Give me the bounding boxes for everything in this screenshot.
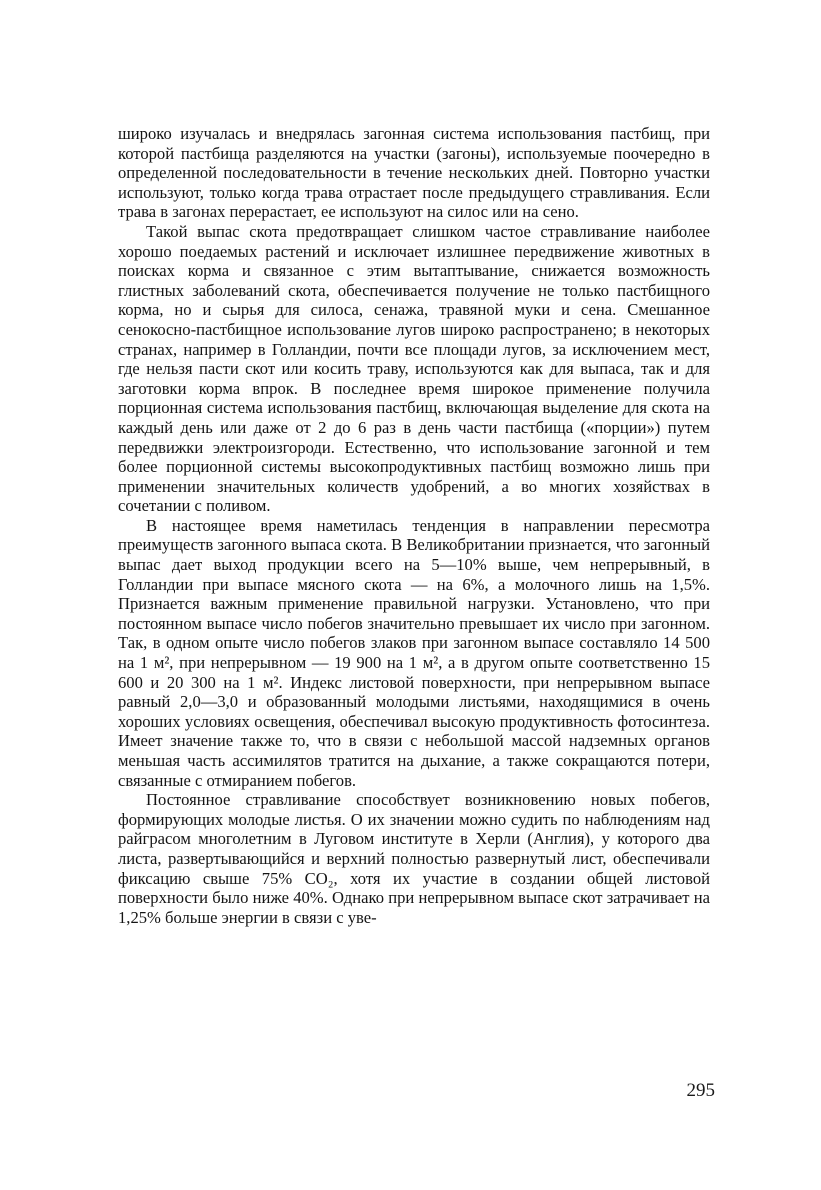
page-body [118,124,710,927]
paragraph-3: В настоящее время наметилась тенденция в направлении пересмотра преимуществ загонного выпаса скота. В Великобритании признается, что загонный выпас дает выход продукции всего на 5—10% выше, чем непрерывный, в Голландии при выпасе мясного скота — на 6%, а молочного лишь на 1,5%. Признается важным применение правильной нагрузки. Установлено, что при постоянном выпасе число побегов значительно превышает их число при загонном. Так, в одном опыте число побегов злаков при загонном выпасе составляло 14 500 на 1 м², при непрерывном — 19 900 на 1 м², а в другом опыте соответственно 15 600 и 20 300 на 1 м². Индекс листовой поверхности, при непрерывном выпасе равный 2,0—3,0 и образованный молодыми листьями, находящимися в очень хороших условиях освещения, обеспечивал высокую продуктивность фотосинтеза. Имеет значение также то, что в связи с небольшой массой надземных органов меньшая часть ассимилятов тратится на дыхание, а также сокращаются потери, связанные с отмиранием побегов. [118,515,710,790]
paragraph-1: широко изучалась и внедрялась загонная система использования пастбищ, при которой пастбища разделяются на участки (загоны), используемые поочередно в определенной последовательности в течение нескольких дней. Повторно участки используют, только когда трава отрастает после предыдущего стравливания. Если трава в загонах перерастает, ее используют на силос или на сено. [118,124,710,222]
paragraph-2: Такой выпас скота предотвращает слишком частое стравливание наиболее хорошо поедаемых растений и исключает излишнее передвижение животных в поисках корма и связанное с этим вытаптывание, снижается возможность глистных заболеваний скота, обеспечивается получение не только пастбищного корма, но и сырья для силоса, сенажа, травяной муки и сена. Смешанное сенокосно-пастбищное использование лугов широко распространено; в некоторых странах, например в Голландии, почти все площади лугов, за исключением мест, где нельзя пасти скот или косить траву, используются как для выпаса, так и для заготовки корма впрок. В последнее время широкое применение получила порционная система использования пастбищ, включающая выделение для скота на каждый день или даже от 2 до 6 раз в день части пастбища («порции») путем передвижки электроизгороди. Естественно, что использование загонной и тем более порционной системы высокопродуктивных пастбищ возможно лишь при применении значительных количеств удобрений, а во многих хозяйствах в сочетании с поливом. [118,221,710,516]
page-number: 295 [686,1080,715,1101]
paragraph-4: Постоянное стравливание способствует возникновению новых побегов, формирующих молодые листья. О их значении можно судить по наблюдениям над райграсом многолетним в Луговом институте в Херли (Англия), у которого два листа, развертывающийся и верхний полностью развернутый лист, обеспечивали фиксацию свыше 75% CO₂, хотя их участие в создании общей листовой поверхности было ниже 40%. Однако при непрерывном выпасе скот затрачивает на 1,25% больше энергии в связи с уве- [118,790,710,927]
